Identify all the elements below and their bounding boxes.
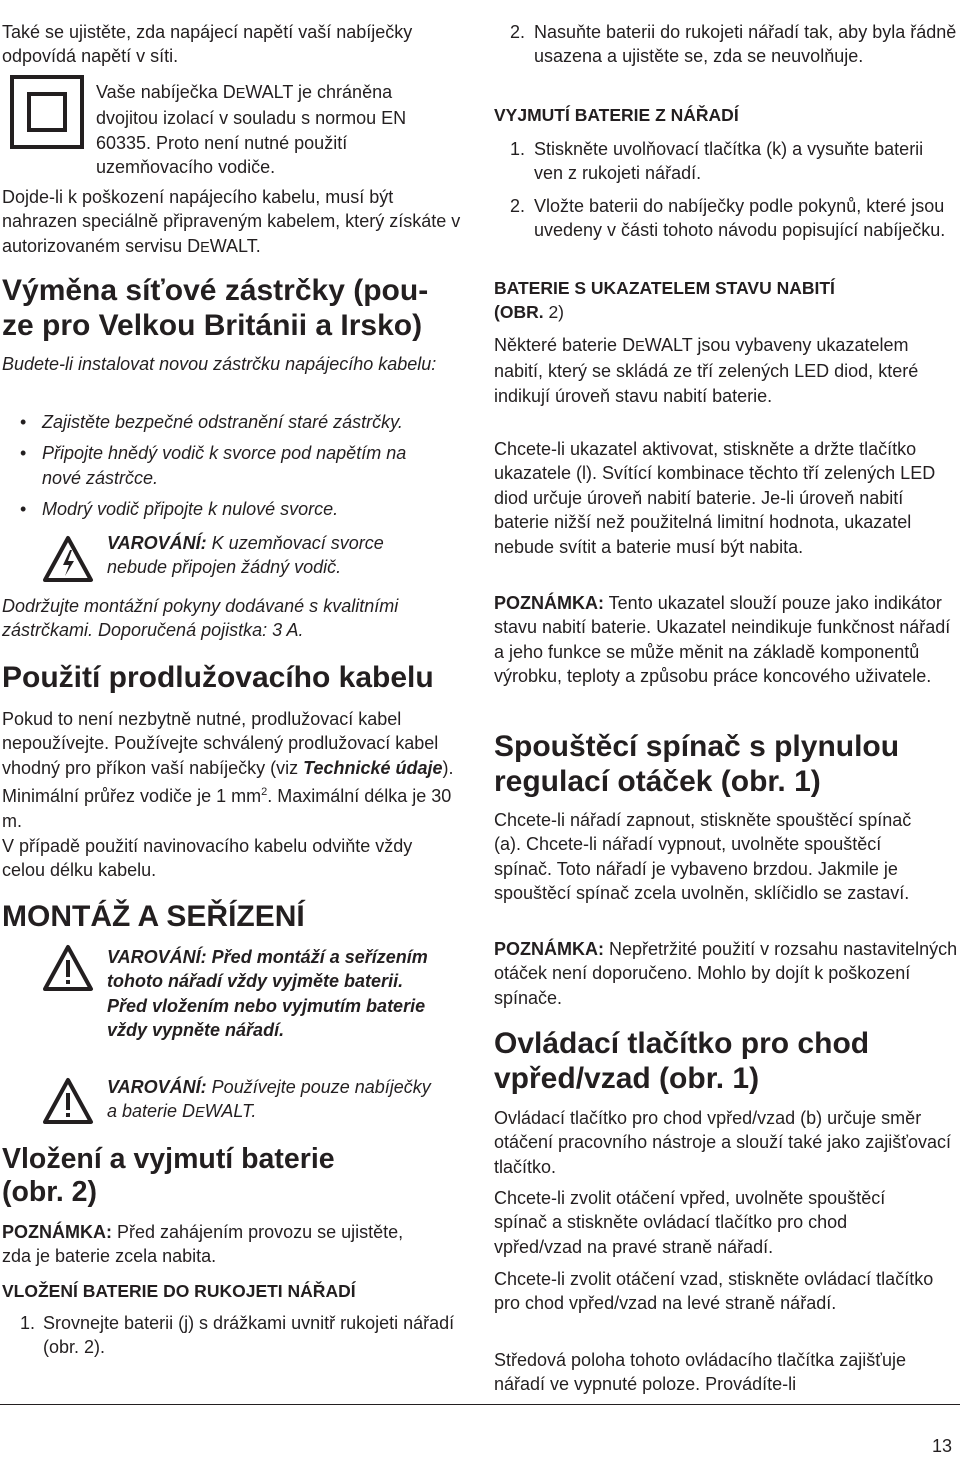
list-item: 2. Vložte baterii do nabíječky podle pokynů, které jsou uvedeny v části tohoto návodu popisující nabíječku. xyxy=(510,195,946,241)
warning-icon xyxy=(42,944,94,992)
gauge-note: POZNÁMKA: Tento ukazatel slouží pouze jako indikátor stavu nabití baterie. Ukazatel neindikuje funkčnost nářadí a jeho funkce se může měnit na základě komponentů výrobku, teploty a způsobu práce koncového uživatele. xyxy=(494,593,951,687)
trigger-paragraph: Chcete-li nářadí zapnout, stiskněte spouštěcí spínač (a). Chcete-li nářadí vypnout, uvolněte spouštěcí spínač. Toto nářadí je vybaveno brzdou. Jakmile je spouštěcí spínač zcela uvolněn, sklíčidlo se zastaví. xyxy=(494,810,912,904)
gauge-paragraph-2: Chcete-li ukazatel aktivovat, stiskněte a držte tlačítko ukazatele (l). Svítící kombinace těchto tří zelených LED diod určuje úroveň nabití baterie. Je-li úroveň nabití baterie nižší než použitelná limitní hodnota, ukazatel nebude svítit a baterie musí být nabita. xyxy=(494,439,936,557)
electric-hazard-icon xyxy=(42,535,94,583)
list-item: 1. Srovnejte baterii (j) s drážkami uvnitř rukojeti nářadí (obr. 2). xyxy=(20,1313,455,1358)
heading-remove-battery: VYJMUTÍ BATERIE Z NÁŘADÍ xyxy=(494,105,739,125)
trigger-note: POZNÁMKA: Nepřetržité použití v rozsahu nastavitelných otáček není doporučeno. Mohlo by dojít k poškození spínače. xyxy=(494,939,958,1008)
heading-fuel-gauge: BATERIE S UKAZATELEM STAVU NABITÍ (OBR. 2) xyxy=(494,278,835,322)
warning-earth: VAROVÁNÍ: K uzemňovací svorce nebude připojen žádný vodič. xyxy=(107,533,384,578)
heading-battery-insert-remove: Vložení a vyjmutí baterie (obr. 2) xyxy=(2,1143,335,1208)
gauge-paragraph-1: Některé baterie DEWALT jsou vybaveny ukazatelem nabití, který se skládá ze tří zelených LED diod, které indikují úroveň stavu nabití baterie. xyxy=(494,335,919,406)
heading-extension-cable: Použití prodlužovacího kabelu xyxy=(2,661,434,694)
extension-paragraph-1: Pokud to není nezbytně nutné, prodlužovací kabel nepoužívejte. Používejte schválený prodlužovací kabel vhodný pro příkon vaší nabíječky (viz Technické údaje). Minimální průřez vodiče je 1 $mm^2$. Maximální délka je 30 m. xyxy=(2,709,454,831)
plug-bullet-list xyxy=(2,410,468,522)
double-insulation-icon xyxy=(10,75,84,149)
footer-rule xyxy=(0,1404,960,1405)
direction-paragraph-4: Středová poloha tohoto ovládacího tlačítka zajišťuje nářadí ve vypnuté poloze. Provádíte-li xyxy=(494,1350,907,1395)
extension-paragraph-2: V případě použití navinovacího kabelu odviňte vždy celou délku kabelu. xyxy=(2,836,413,881)
warning-icon xyxy=(42,1077,94,1125)
direction-paragraph-1: Ovládací tlačítko pro chod vpřed/vzad (b) určuje směr otáčení pracovního nástroje a slouží také jako zajišťovací tlačítko. xyxy=(494,1108,952,1177)
plug-follow-paragraph: Dodržujte montážní pokyny dodávané s kvalitními zástrčkami. Doporučená pojistka: 3 A. xyxy=(2,596,399,641)
direction-paragraph-2: Chcete-li zvolit otáčení vpřed, uvolněte spouštěcí spínač a stiskněte ovládací tlačítko pro chod vpřed/vzad na pravé straně nářadí. xyxy=(494,1188,886,1257)
battery-note: POZNÁMKA: Před zahájením provozu se ujistěte, zda je baterie zcela nabita. xyxy=(2,1222,404,1267)
warning-use-dewalt: VAROVÁNÍ: Používejte pouze nabíječky a baterie DEWALT. xyxy=(107,1077,431,1122)
right-column xyxy=(494,0,960,1395)
warning-remove-battery: VAROVÁNÍ: Před montáží a seřízením tohoto nářadí vždy vyjměte baterii. Před vložením nebo vyjmutím baterie vždy vypněte nářadí. xyxy=(107,947,428,1041)
heading-assembly: MONTÁŽ A SEŘÍZENÍ xyxy=(2,900,305,933)
heading-forward-reverse: Ovládací tlačítko pro chod vpřed/vzad (obr. 1) xyxy=(494,1027,870,1095)
list-item: 1. Stiskněte uvolňovací tlačítka (k) a vysuňte baterii ven z rukojeti nářadí. xyxy=(510,139,924,184)
damaged-cable-paragraph: Dojde-li k poškození napájecího kabelu, musí být nahrazen speciálně připraveným kabelem, který získáte v autorizovaném servisu DEWALT. xyxy=(2,187,461,256)
left-column xyxy=(0,0,468,1358)
list-item: 2. Nasuňte baterii do rukojeti nářadí tak, aby byla řádně usazena a ujistěte se, zda se neuvolňuje. xyxy=(510,22,957,67)
list-item: • Připojte hnědý vodič k svorce pod napětím na nové zástrčce. xyxy=(2,441,442,490)
plug-intro: Budete-li instalovat novou zástrčku napájecího kabelu: xyxy=(2,354,437,374)
heading-trigger-switch: Spouštěcí spínač s plynulou regulací otáček (obr. 1) xyxy=(494,730,900,798)
heading-plug-replacement: Výměna síťové zástrčky (pou- ze pro Velkou Británii a Irsko) xyxy=(2,274,429,342)
page-number: 13 xyxy=(931,1436,952,1456)
list-item: • Modrý vodič připojte k nulové svorce. xyxy=(2,497,468,521)
remove-steps-list xyxy=(494,137,954,243)
list-item: • Zajistěte bezpečné odstranění staré zástrčky. xyxy=(2,410,468,434)
double-insulation-text: Vaše nabíječka DEWALT je chráněna dvojitou izolací v souladu s normou EN 60335. Proto není nutné použití uzemňovacího vodiče. xyxy=(96,82,407,178)
direction-paragraph-3: Chcete-li zvolit otáčení vzad, stiskněte ovládací tlačítko pro chod vpřed/vzad na levé straně nářadí. xyxy=(494,1269,934,1314)
intro-paragraph: Také se ujistěte, zda napájecí napětí vaší nabíječky odpovídá napětí v síti. xyxy=(2,22,413,67)
heading-insert-battery: VLOŽENÍ BATERIE DO RUKOJETI NÁŘADÍ xyxy=(2,1281,356,1301)
